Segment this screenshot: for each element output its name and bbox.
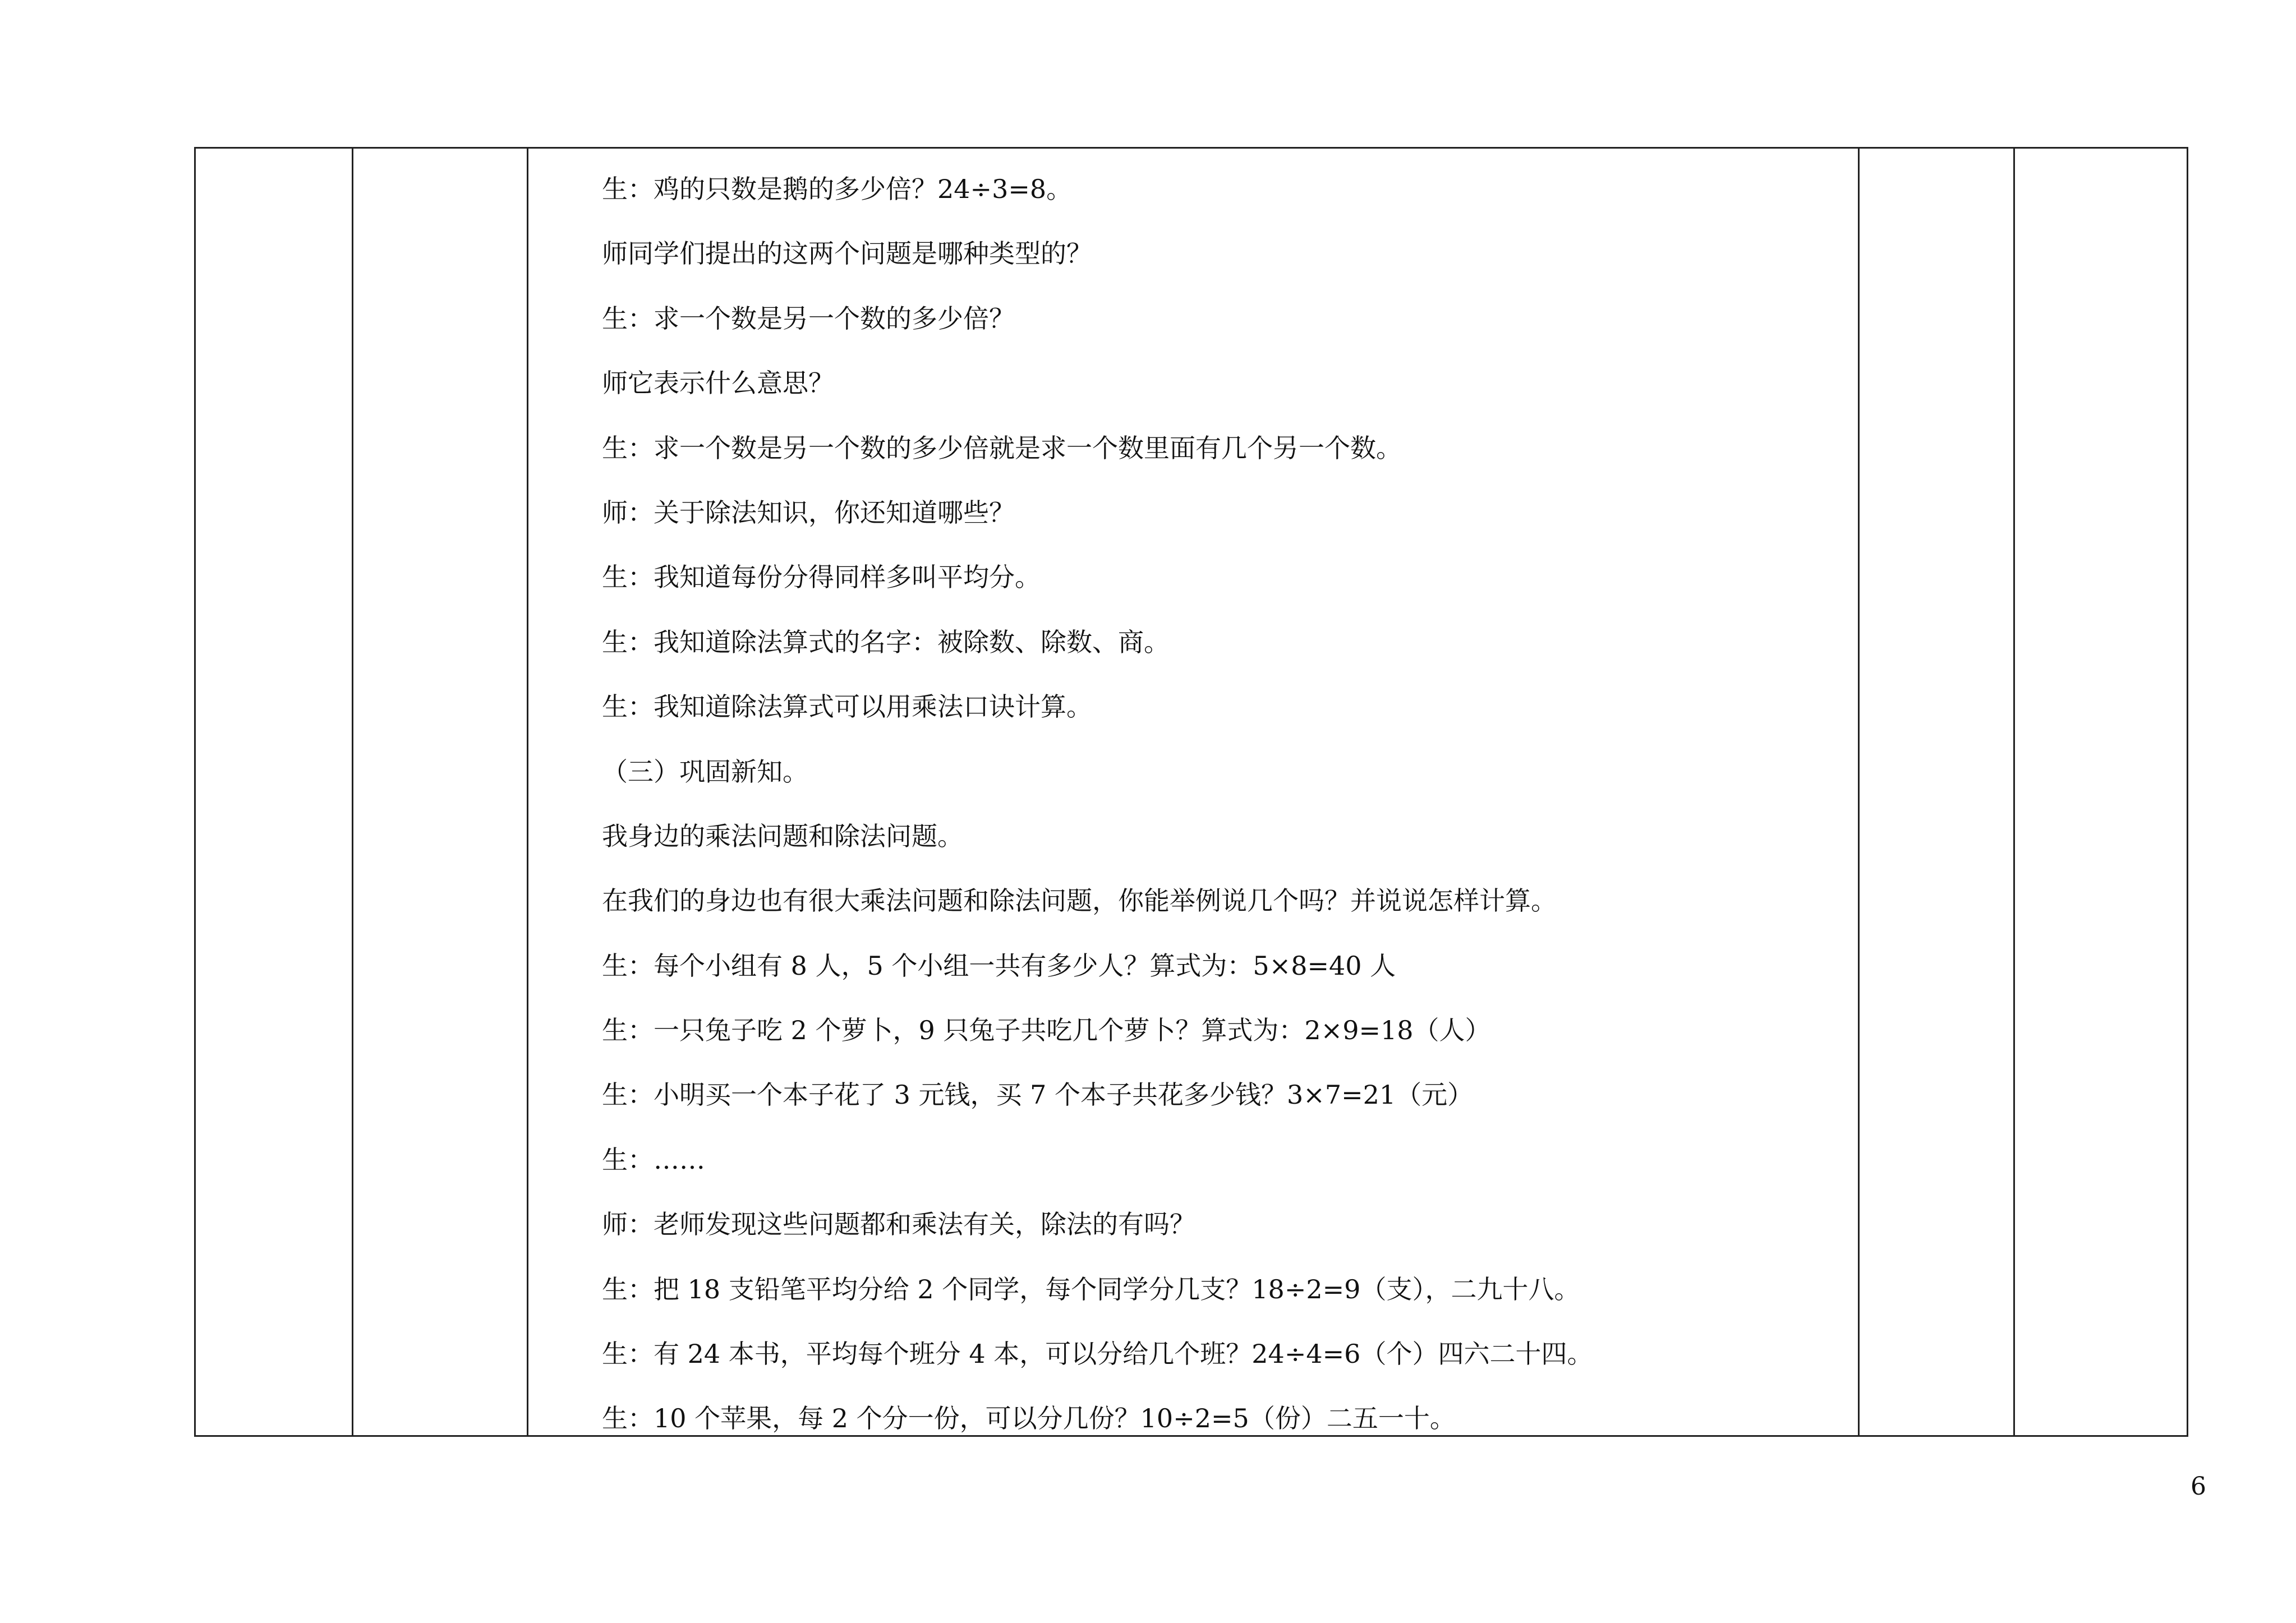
dialogue-line: 我身边的乘法问题和除法问题。 <box>602 820 963 851</box>
dialogue-line: 在我们的身边也有很大乘法问题和除法问题，你能举例说几个吗？并说说怎样计算。 <box>602 886 1557 916</box>
dialogue-line: 生：我知道每份分得同样多叫平均分。 <box>602 562 1041 593</box>
dialogue-line: 生：求一个数是另一个数的多少倍？ <box>602 303 1015 334</box>
dialogue-line: 师：老师发现这些问题都和乘法有关，除法的有吗？ <box>602 1209 1195 1240</box>
dialogue-line: 生：求一个数是另一个数的多少倍就是求一个数里面有几个另一个数。 <box>602 432 1402 463</box>
dialogue-line: 生：10 个苹果，每 2 个分一份，可以分几份？10÷2=5（份）二五一十。 <box>602 1403 1456 1434</box>
dialogue-line: 生：…… <box>602 1144 705 1175</box>
page-number: 6 <box>2191 1472 2206 1501</box>
lesson-content-cell <box>602 167 1836 1461</box>
dialogue-line: 生：有 24 本书，平均每个班分 4 本，可以分给几个班？24÷4=6（个）四六二十四。 <box>602 1339 1593 1370</box>
dialogue-line: 生：一只兔子吃 2 个萝卜，9 只兔子共吃几个萝卜？算式为：2×9=18（人） <box>602 1015 1491 1046</box>
dialogue-line: 生：每个小组有 8 人，5 个小组一共有多少人？算式为：5×8=40 人 <box>602 950 1396 981</box>
dialogue-line: 生：小明买一个本子花了 3 元钱，买 7 个本子共花多少钱？3×7=21（元） <box>602 1080 1474 1110</box>
section-heading: （三）巩固新知。 <box>602 756 808 787</box>
dialogue-line: 生：鸡的只数是鹅的多少倍？24÷3=8。 <box>602 174 1073 204</box>
dialogue-line: 师：关于除法知识，你还知道哪些？ <box>602 497 1015 528</box>
column-divider <box>352 149 353 1435</box>
lesson-table <box>194 147 2188 1437</box>
dialogue-line: 生：我知道除法算式的名字：被除数、除数、商。 <box>602 626 1170 657</box>
column-divider <box>1858 149 1860 1435</box>
dialogue-line: 师它表示什么意思？ <box>602 368 834 399</box>
column-divider <box>527 149 528 1435</box>
dialogue-line: 生：我知道除法算式可以用乘法口诀计算。 <box>602 691 1092 722</box>
column-divider <box>2013 149 2015 1435</box>
dialogue-line: 生：把 18 支铅笔平均分给 2 个同学，每个同学分几支？18÷2=9（支），二九十八。 <box>602 1274 1580 1304</box>
dialogue-line: 师同学们提出的这两个问题是哪种类型的？ <box>602 238 1092 269</box>
